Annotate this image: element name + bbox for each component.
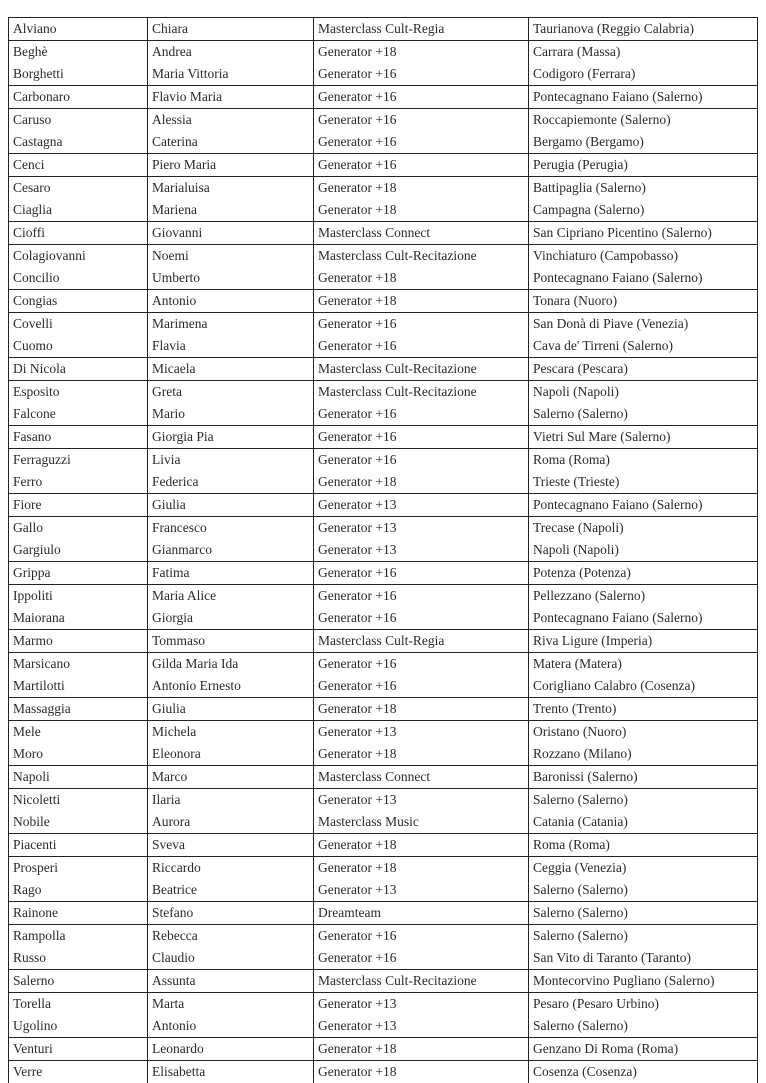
program-cell: Masterclass Cult-Recitazione xyxy=(314,381,529,404)
city-cell: San Donà di Piave (Venezia) xyxy=(529,313,758,336)
table-row xyxy=(9,902,758,925)
surname-cell: Beghè xyxy=(9,41,148,64)
surname-cell: Alviano xyxy=(9,18,148,41)
table-row xyxy=(9,86,758,109)
city-cell: Salerno (Salerno) xyxy=(529,902,758,925)
city-cell: Battipaglia (Salerno) xyxy=(529,177,758,200)
city-cell: Pontecagnano Faiano (Salerno) xyxy=(529,267,758,290)
participants-table xyxy=(8,17,758,1083)
program-cell: Generator +16 xyxy=(314,607,529,630)
table-row xyxy=(9,993,758,1016)
program-cell: Masterclass Cult-Regia xyxy=(314,630,529,653)
surname-cell: Covelli xyxy=(9,313,148,336)
city-cell: Trecase (Napoli) xyxy=(529,517,758,540)
table-row xyxy=(9,290,758,313)
first-name-cell: Tommaso xyxy=(148,630,314,653)
program-cell: Generator +16 xyxy=(314,675,529,698)
table-row xyxy=(9,743,758,766)
surname-cell: Colagiovanni xyxy=(9,245,148,268)
program-cell: Generator +18 xyxy=(314,1061,529,1083)
table-row xyxy=(9,834,758,857)
table-row xyxy=(9,585,758,608)
first-name-cell: Antonio xyxy=(148,1015,314,1038)
surname-cell: Ferraguzzi xyxy=(9,449,148,472)
table-row xyxy=(9,426,758,449)
surname-cell: Ippoliti xyxy=(9,585,148,608)
table-row xyxy=(9,63,758,86)
first-name-cell: Andrea xyxy=(148,41,314,64)
program-cell: Generator +16 xyxy=(314,86,529,109)
program-cell: Generator +16 xyxy=(314,109,529,132)
first-name-cell: Stefano xyxy=(148,902,314,925)
first-name-cell: Riccardo xyxy=(148,857,314,880)
table-row xyxy=(9,675,758,698)
surname-cell: Castagna xyxy=(9,131,148,154)
surname-cell: Ciaglia xyxy=(9,199,148,222)
program-cell: Masterclass Cult-Recitazione xyxy=(314,245,529,268)
table-row xyxy=(9,539,758,562)
first-name-cell: Chiara xyxy=(148,18,314,41)
first-name-cell: Gilda Maria Ida xyxy=(148,653,314,676)
surname-cell: Piacenti xyxy=(9,834,148,857)
city-cell: Napoli (Napoli) xyxy=(529,539,758,562)
surname-cell: Maiorana xyxy=(9,607,148,630)
table-row xyxy=(9,109,758,132)
first-name-cell: Marimena xyxy=(148,313,314,336)
table-row xyxy=(9,562,758,585)
surname-cell: Martilotti xyxy=(9,675,148,698)
program-cell: Generator +16 xyxy=(314,313,529,336)
city-cell: Salerno (Salerno) xyxy=(529,789,758,812)
surname-cell: Venturi xyxy=(9,1038,148,1061)
first-name-cell: Greta xyxy=(148,381,314,404)
table-row xyxy=(9,154,758,177)
first-name-cell: Giorgia Pia xyxy=(148,426,314,449)
surname-cell: Marmo xyxy=(9,630,148,653)
city-cell: Salerno (Salerno) xyxy=(529,403,758,426)
city-cell: Trieste (Trieste) xyxy=(529,471,758,494)
table-row xyxy=(9,721,758,744)
table-row xyxy=(9,1061,758,1083)
program-cell: Generator +16 xyxy=(314,63,529,86)
program-cell: Masterclass Connect xyxy=(314,222,529,245)
program-cell: Generator +18 xyxy=(314,177,529,200)
city-cell: Genzano Di Roma (Roma) xyxy=(529,1038,758,1061)
program-cell: Generator +18 xyxy=(314,834,529,857)
table-row xyxy=(9,811,758,834)
program-cell: Dreamteam xyxy=(314,902,529,925)
surname-cell: Prosperi xyxy=(9,857,148,880)
first-name-cell: Assunta xyxy=(148,970,314,993)
first-name-cell: Noemi xyxy=(148,245,314,268)
city-cell: San Cipriano Picentino (Salerno) xyxy=(529,222,758,245)
program-cell: Generator +16 xyxy=(314,449,529,472)
surname-cell: Mele xyxy=(9,721,148,744)
first-name-cell: Fatima xyxy=(148,562,314,585)
table-row xyxy=(9,313,758,336)
program-cell: Generator +16 xyxy=(314,585,529,608)
first-name-cell: Rebecca xyxy=(148,925,314,948)
program-cell: Generator +16 xyxy=(314,335,529,358)
first-name-cell: Sveva xyxy=(148,834,314,857)
program-cell: Generator +18 xyxy=(314,857,529,880)
surname-cell: Nicoletti xyxy=(9,789,148,812)
city-cell: Pontecagnano Faiano (Salerno) xyxy=(529,494,758,517)
table-row xyxy=(9,222,758,245)
table-row xyxy=(9,245,758,268)
program-cell: Masterclass Connect xyxy=(314,766,529,789)
table-row xyxy=(9,177,758,200)
table-row xyxy=(9,267,758,290)
city-cell: Riva Ligure (Imperia) xyxy=(529,630,758,653)
surname-cell: Marsicano xyxy=(9,653,148,676)
surname-cell: Nobile xyxy=(9,811,148,834)
program-cell: Masterclass Music xyxy=(314,811,529,834)
first-name-cell: Mariena xyxy=(148,199,314,222)
table-row xyxy=(9,358,758,381)
table-row xyxy=(9,698,758,721)
first-name-cell: Giovanni xyxy=(148,222,314,245)
first-name-cell: Antonio xyxy=(148,290,314,313)
city-cell: Pellezzano (Salerno) xyxy=(529,585,758,608)
first-name-cell: Marta xyxy=(148,993,314,1016)
first-name-cell: Caterina xyxy=(148,131,314,154)
table-row xyxy=(9,403,758,426)
city-cell: Campagna (Salerno) xyxy=(529,199,758,222)
city-cell: Tonara (Nuoro) xyxy=(529,290,758,313)
city-cell: Carrara (Massa) xyxy=(529,41,758,64)
program-cell: Generator +16 xyxy=(314,426,529,449)
surname-cell: Salerno xyxy=(9,970,148,993)
surname-cell: Rampolla xyxy=(9,925,148,948)
surname-cell: Rago xyxy=(9,879,148,902)
surname-cell: Napoli xyxy=(9,766,148,789)
program-cell: Generator +18 xyxy=(314,41,529,64)
surname-cell: Cenci xyxy=(9,154,148,177)
program-cell: Generator +18 xyxy=(314,1038,529,1061)
table-row xyxy=(9,1015,758,1038)
first-name-cell: Gianmarco xyxy=(148,539,314,562)
surname-cell: Cioffi xyxy=(9,222,148,245)
first-name-cell: Eleonora xyxy=(148,743,314,766)
program-cell: Masterclass Cult-Regia xyxy=(314,18,529,41)
city-cell: Pesaro (Pesaro Urbino) xyxy=(529,993,758,1016)
surname-cell: Verre xyxy=(9,1061,148,1083)
city-cell: Cava de' Tirreni (Salerno) xyxy=(529,335,758,358)
surname-cell: Cuomo xyxy=(9,335,148,358)
first-name-cell: Michela xyxy=(148,721,314,744)
city-cell: Pescara (Pescara) xyxy=(529,358,758,381)
surname-cell: Grippa xyxy=(9,562,148,585)
surname-cell: Moro xyxy=(9,743,148,766)
surname-cell: Gallo xyxy=(9,517,148,540)
surname-cell: Concilio xyxy=(9,267,148,290)
first-name-cell: Giulia xyxy=(148,698,314,721)
city-cell: Baronissi (Salerno) xyxy=(529,766,758,789)
surname-cell: Fiore xyxy=(9,494,148,517)
program-cell: Generator +16 xyxy=(314,154,529,177)
program-cell: Generator +16 xyxy=(314,562,529,585)
first-name-cell: Elisabetta xyxy=(148,1061,314,1083)
program-cell: Generator +16 xyxy=(314,947,529,970)
surname-cell: Massaggia xyxy=(9,698,148,721)
city-cell: Pontecagnano Faiano (Salerno) xyxy=(529,86,758,109)
first-name-cell: Mario xyxy=(148,403,314,426)
first-name-cell: Francesco xyxy=(148,517,314,540)
program-cell: Generator +13 xyxy=(314,879,529,902)
table-row xyxy=(9,18,758,41)
city-cell: Napoli (Napoli) xyxy=(529,381,758,404)
city-cell: Trento (Trento) xyxy=(529,698,758,721)
program-cell: Generator +16 xyxy=(314,403,529,426)
table-row xyxy=(9,947,758,970)
city-cell: Pontecagnano Faiano (Salerno) xyxy=(529,607,758,630)
city-cell: Salerno (Salerno) xyxy=(529,1015,758,1038)
program-cell: Generator +13 xyxy=(314,721,529,744)
first-name-cell: Marialuisa xyxy=(148,177,314,200)
table-row xyxy=(9,789,758,812)
city-cell: Perugia (Perugia) xyxy=(529,154,758,177)
table-row xyxy=(9,41,758,64)
surname-cell: Gargiulo xyxy=(9,539,148,562)
city-cell: San Vito di Taranto (Taranto) xyxy=(529,947,758,970)
surname-cell: Borghetti xyxy=(9,63,148,86)
table-row xyxy=(9,494,758,517)
city-cell: Catania (Catania) xyxy=(529,811,758,834)
first-name-cell: Claudio xyxy=(148,947,314,970)
city-cell: Taurianova (Reggio Calabria) xyxy=(529,18,758,41)
table-row xyxy=(9,471,758,494)
table-row xyxy=(9,335,758,358)
program-cell: Generator +13 xyxy=(314,517,529,540)
surname-cell: Fasano xyxy=(9,426,148,449)
surname-cell: Caruso xyxy=(9,109,148,132)
table-row xyxy=(9,607,758,630)
first-name-cell: Ilaria xyxy=(148,789,314,812)
table-row xyxy=(9,970,758,993)
first-name-cell: Flavio Maria xyxy=(148,86,314,109)
first-name-cell: Leonardo xyxy=(148,1038,314,1061)
first-name-cell: Micaela xyxy=(148,358,314,381)
table-row xyxy=(9,766,758,789)
city-cell: Roccapiemonte (Salerno) xyxy=(529,109,758,132)
program-cell: Masterclass Cult-Recitazione xyxy=(314,358,529,381)
first-name-cell: Maria Vittoria xyxy=(148,63,314,86)
first-name-cell: Maria Alice xyxy=(148,585,314,608)
first-name-cell: Aurora xyxy=(148,811,314,834)
city-cell: Codigoro (Ferrara) xyxy=(529,63,758,86)
city-cell: Ceggia (Venezia) xyxy=(529,857,758,880)
program-cell: Generator +13 xyxy=(314,789,529,812)
program-cell: Generator +13 xyxy=(314,494,529,517)
program-cell: Generator +16 xyxy=(314,653,529,676)
first-name-cell: Federica xyxy=(148,471,314,494)
surname-cell: Congias xyxy=(9,290,148,313)
city-cell: Potenza (Potenza) xyxy=(529,562,758,585)
table-row xyxy=(9,381,758,404)
table-row xyxy=(9,1038,758,1061)
surname-cell: Cesaro xyxy=(9,177,148,200)
program-cell: Generator +18 xyxy=(314,199,529,222)
table-row xyxy=(9,517,758,540)
table-row xyxy=(9,857,758,880)
program-cell: Generator +18 xyxy=(314,267,529,290)
city-cell: Vietri Sul Mare (Salerno) xyxy=(529,426,758,449)
first-name-cell: Livia xyxy=(148,449,314,472)
first-name-cell: Giorgia xyxy=(148,607,314,630)
table-row xyxy=(9,630,758,653)
first-name-cell: Beatrice xyxy=(148,879,314,902)
city-cell: Corigliano Calabro (Cosenza) xyxy=(529,675,758,698)
first-name-cell: Umberto xyxy=(148,267,314,290)
city-cell: Salerno (Salerno) xyxy=(529,879,758,902)
surname-cell: Falcone xyxy=(9,403,148,426)
city-cell: Rozzano (Milano) xyxy=(529,743,758,766)
surname-cell: Russo xyxy=(9,947,148,970)
city-cell: Salerno (Salerno) xyxy=(529,925,758,948)
program-cell: Generator +13 xyxy=(314,1015,529,1038)
first-name-cell: Giulia xyxy=(148,494,314,517)
program-cell: Generator +18 xyxy=(314,698,529,721)
surname-cell: Rainone xyxy=(9,902,148,925)
table-row xyxy=(9,449,758,472)
city-cell: Matera (Matera) xyxy=(529,653,758,676)
program-cell: Masterclass Cult-Recitazione xyxy=(314,970,529,993)
first-name-cell: Alessia xyxy=(148,109,314,132)
surname-cell: Torella xyxy=(9,993,148,1016)
surname-cell: Ugolino xyxy=(9,1015,148,1038)
program-cell: Generator +16 xyxy=(314,131,529,154)
surname-cell: Esposito xyxy=(9,381,148,404)
city-cell: Vinchiaturo (Campobasso) xyxy=(529,245,758,268)
first-name-cell: Antonio Ernesto xyxy=(148,675,314,698)
table-row xyxy=(9,653,758,676)
city-cell: Cosenza (Cosenza) xyxy=(529,1061,758,1083)
program-cell: Generator +13 xyxy=(314,539,529,562)
city-cell: Bergamo (Bergamo) xyxy=(529,131,758,154)
program-cell: Generator +18 xyxy=(314,290,529,313)
table-row xyxy=(9,199,758,222)
first-name-cell: Piero Maria xyxy=(148,154,314,177)
table-row xyxy=(9,925,758,948)
table-row xyxy=(9,879,758,902)
city-cell: Roma (Roma) xyxy=(529,449,758,472)
first-name-cell: Flavia xyxy=(148,335,314,358)
table-row xyxy=(9,131,758,154)
surname-cell: Carbonaro xyxy=(9,86,148,109)
city-cell: Roma (Roma) xyxy=(529,834,758,857)
program-cell: Generator +18 xyxy=(314,743,529,766)
first-name-cell: Marco xyxy=(148,766,314,789)
program-cell: Generator +16 xyxy=(314,925,529,948)
city-cell: Montecorvino Pugliano (Salerno) xyxy=(529,970,758,993)
program-cell: Generator +18 xyxy=(314,471,529,494)
city-cell: Oristano (Nuoro) xyxy=(529,721,758,744)
surname-cell: Di Nicola xyxy=(9,358,148,381)
surname-cell: Ferro xyxy=(9,471,148,494)
program-cell: Generator +13 xyxy=(314,993,529,1016)
